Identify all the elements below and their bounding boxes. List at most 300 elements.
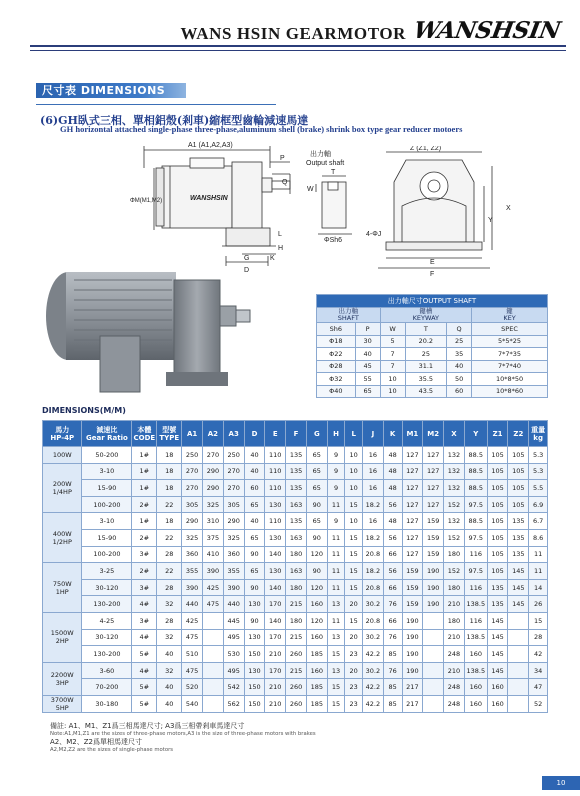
dim-y-label: Y <box>488 217 493 224</box>
dimensions-cell: 410 <box>203 546 224 563</box>
dimensions-cell: 130 <box>265 563 286 580</box>
dimensions-cell: 20 <box>345 662 363 679</box>
dimensions-cell: 360 <box>182 546 203 563</box>
dimensions-cell: 5.3 <box>529 447 548 464</box>
dimensions-cell: 97.5 <box>464 529 487 546</box>
dimensions-cell: 130 <box>244 662 265 679</box>
dimensions-cell: 105 <box>487 496 508 513</box>
dimensions-row <box>43 463 548 480</box>
dimensions-header-cell: 減速比 Gear Ratio <box>82 421 132 447</box>
dimensions-cell: 150 <box>244 679 265 696</box>
dimensions-cell: 110 <box>265 463 286 480</box>
dimensions-cell: 11 <box>327 496 345 513</box>
dimensions-cell: 248 <box>444 679 465 696</box>
dimensions-cell: 510 <box>182 646 203 663</box>
dimensions-cell: 250 <box>223 447 244 464</box>
dimensions-cell: 120 <box>306 546 327 563</box>
dimensions-cell: 140 <box>265 546 286 563</box>
dimensions-cell: 132 <box>444 463 465 480</box>
dim-k-label: K <box>270 255 275 262</box>
shaft-cell: 50 <box>447 373 472 386</box>
dimensions-cell: 127 <box>402 546 423 563</box>
dimensions-cell: 10 <box>345 463 363 480</box>
dimensions-cell: 1# <box>132 447 157 464</box>
dimensions-cell: 90 <box>306 563 327 580</box>
dimensions-cell: 180 <box>444 579 465 596</box>
shaft-cell: 25 <box>447 335 472 348</box>
shaft-cell: 7*7*35 <box>472 348 548 361</box>
dimensions-cell: 190 <box>402 646 423 663</box>
dimensions-cell: 159 <box>402 596 423 613</box>
dimensions-cell: 145 <box>487 646 508 663</box>
dimensions-cell: 3# <box>132 579 157 596</box>
dimensions-cell: 76 <box>383 596 402 613</box>
dimensions-cell: 90 <box>244 546 265 563</box>
dimensions-cell: 4# <box>132 629 157 646</box>
dimensions-cell: 130 <box>244 629 265 646</box>
dimensions-cell: 30.2 <box>363 596 384 613</box>
dimensions-cell: 65 <box>244 529 265 546</box>
dim-g-label: G <box>244 255 250 262</box>
dimensions-cell: 15-90 <box>82 480 132 497</box>
dimensions-cell: 22 <box>157 529 182 546</box>
dimensions-cell: 138.5 <box>464 629 487 646</box>
dim-w-label: W <box>307 186 314 193</box>
horsepower-cell: 3700W 5HP <box>43 695 82 712</box>
dimensions-cell: 18.2 <box>363 496 384 513</box>
dimensions-cell: 15 <box>529 612 548 629</box>
dimensions-cell: 190 <box>402 662 423 679</box>
dimensions-cell: 30.2 <box>363 662 384 679</box>
dimensions-cell <box>423 695 444 712</box>
dimensions-cell: 152 <box>444 529 465 546</box>
dimensions-cell: 15-90 <box>82 529 132 546</box>
shaft-cell: 45 <box>355 360 380 373</box>
dimensions-cell: 160 <box>487 695 508 712</box>
dimensions-cell: 13 <box>327 662 345 679</box>
dimensions-cell: 215 <box>286 596 307 613</box>
dimensions-cell: 90 <box>306 496 327 513</box>
dimensions-cell: 110 <box>265 513 286 530</box>
dimensions-cell: 85 <box>383 646 402 663</box>
dimensions-cell: 100-200 <box>82 546 132 563</box>
dimensions-cell: 56 <box>383 496 402 513</box>
dimensions-cell: 15 <box>327 646 345 663</box>
dimensions-cell: 105 <box>508 463 529 480</box>
dimensions-cell: 11 <box>327 612 345 629</box>
dimensions-cell: 310 <box>203 513 224 530</box>
shaft-cell: 35 <box>447 348 472 361</box>
dimensions-cell: 116 <box>464 546 487 563</box>
dimensions-cell: 170 <box>265 629 286 646</box>
shaft-row <box>317 385 548 398</box>
dimensions-cell: 475 <box>182 629 203 646</box>
shaft-cell: 43.5 <box>405 385 447 398</box>
dimensions-cell: 138.5 <box>464 596 487 613</box>
shaft-cell: 30 <box>355 335 380 348</box>
dimensions-cell: 250 <box>182 447 203 464</box>
shaft-row <box>317 373 548 386</box>
dimensions-cell: 50-200 <box>82 447 132 464</box>
dimensions-cell: 562 <box>223 695 244 712</box>
dimensions-cell: 85 <box>383 695 402 712</box>
dimensions-cell: 23 <box>345 695 363 712</box>
header-rule-thin <box>30 50 566 51</box>
dimensions-cell: 22 <box>157 496 182 513</box>
shaft-header: 出力軸 SHAFT <box>317 308 381 323</box>
dimensions-cell: 135 <box>286 480 307 497</box>
end-view-drawing <box>366 146 530 278</box>
dimensions-cell: 42.2 <box>363 679 384 696</box>
dimensions-cell: 4-25 <box>82 612 132 629</box>
dimensions-cell: 110 <box>265 447 286 464</box>
dimensions-cell: 42.2 <box>363 646 384 663</box>
dimensions-row <box>43 480 548 497</box>
dimensions-cell: 170 <box>265 596 286 613</box>
dimensions-cell: 88.5 <box>464 480 487 497</box>
dimensions-cell: 1# <box>132 463 157 480</box>
dimensions-row <box>43 496 548 513</box>
dimensions-cell: 210 <box>265 679 286 696</box>
dimensions-cell <box>508 679 529 696</box>
dim-z-label: Z (Z1, Z2) <box>410 146 442 152</box>
shaft-cell: Φ32 <box>317 373 356 386</box>
dimensions-cell: 390 <box>182 579 203 596</box>
dimensions-title: DIMENSIONS(M/M) <box>42 406 126 415</box>
dimensions-cell: 135 <box>508 513 529 530</box>
dimensions-cell: 190 <box>402 629 423 646</box>
dimensions-cell: 180 <box>444 546 465 563</box>
dimensions-cell: 10 <box>345 447 363 464</box>
dimensions-cell: 135 <box>487 596 508 613</box>
dimensions-cell: 15 <box>345 496 363 513</box>
dimensions-row <box>43 646 548 663</box>
dimensions-table-wrap <box>42 420 548 713</box>
dimensions-row <box>43 447 548 464</box>
dimensions-cell: 390 <box>203 563 224 580</box>
dimensions-cell: 15 <box>345 579 363 596</box>
dimensions-cell: 105 <box>487 447 508 464</box>
dimensions-cell: 190 <box>423 596 444 613</box>
dimensions-row <box>43 529 548 546</box>
output-shaft-drawing <box>304 148 366 244</box>
note-line-4: A2,M2,Z2 are the sizes of single-phase motors <box>50 747 174 753</box>
shaft-cell: 25 <box>405 348 447 361</box>
dimensions-cell: 542 <box>223 679 244 696</box>
dimensions-header-cell: D <box>244 421 265 447</box>
dimensions-cell: 260 <box>286 646 307 663</box>
dimensions-cell: 20 <box>345 629 363 646</box>
horsepower-cell: 750W 1HP <box>43 563 82 613</box>
dimensions-cell: 5# <box>132 679 157 696</box>
dimensions-cell: 145 <box>487 662 508 679</box>
dimensions-cell: 90 <box>306 529 327 546</box>
dimensions-cell <box>423 662 444 679</box>
dimensions-cell: 20.8 <box>363 579 384 596</box>
dimensions-header-cell: A1 <box>182 421 203 447</box>
dimensions-cell: 163 <box>286 496 307 513</box>
dimensions-cell: 14 <box>529 579 548 596</box>
dimensions-cell: 28 <box>157 612 182 629</box>
dimensions-cell: 270 <box>182 480 203 497</box>
shaft-cell: 20.2 <box>405 335 447 348</box>
dimensions-cell: 248 <box>444 695 465 712</box>
dimensions-cell: 127 <box>423 480 444 497</box>
dimensions-cell: 3-10 <box>82 463 132 480</box>
shaft-cell: 60 <box>447 385 472 398</box>
horsepower-cell: 400W 1/2HP <box>43 513 82 563</box>
keyway-header: 鍵槽 KEYWAY <box>380 308 471 323</box>
dimensions-cell: 65 <box>306 513 327 530</box>
dimensions-cell: 135 <box>508 546 529 563</box>
dimensions-header-cell: Z2 <box>508 421 529 447</box>
dimensions-cell: 30-180 <box>82 695 132 712</box>
dimensions-cell: 76 <box>383 629 402 646</box>
dimensions-cell: 159 <box>423 546 444 563</box>
dimensions-cell: 15 <box>345 546 363 563</box>
dimensions-header-cell: G <box>306 421 327 447</box>
dim-d-label: D <box>244 267 250 274</box>
horsepower-cell: 2200W 3HP <box>43 662 82 695</box>
dimensions-cell: 135 <box>286 447 307 464</box>
dimensions-cell: 88.5 <box>464 447 487 464</box>
dimensions-row <box>43 695 548 712</box>
dimensions-cell: 135 <box>487 579 508 596</box>
dimensions-cell: 40 <box>244 447 265 464</box>
dimensions-cell: 425 <box>182 612 203 629</box>
col-p: P <box>355 323 380 336</box>
dimensions-cell: 160 <box>464 646 487 663</box>
header-rule <box>30 45 566 47</box>
horsepower-cell: 100W <box>43 447 82 464</box>
dimensions-header-cell: A3 <box>223 421 244 447</box>
dimensions-cell: 120 <box>306 612 327 629</box>
section-label: 尺寸表 DIMENSIONS <box>36 83 186 98</box>
output-shaft-table <box>316 294 548 398</box>
dimensions-header-cell: K <box>383 421 402 447</box>
shaft-cell: 40 <box>355 348 380 361</box>
dimensions-cell: 66 <box>383 612 402 629</box>
shaft-cell: Φ22 <box>317 348 356 361</box>
dimensions-cell: 105 <box>487 546 508 563</box>
dimensions-cell: 5# <box>132 695 157 712</box>
dim-q-label: Q <box>282 179 288 186</box>
dimensions-cell: 160 <box>306 596 327 613</box>
dimensions-cell: 28 <box>529 629 548 646</box>
dimensions-cell: 540 <box>182 695 203 712</box>
dimensions-cell: 145 <box>508 563 529 580</box>
dim-sh-label: ΦSh6 <box>324 237 343 244</box>
shaft-cell: 7 <box>380 360 405 373</box>
dimensions-cell: 2# <box>132 529 157 546</box>
dimensions-cell: 97.5 <box>464 563 487 580</box>
shaft-table-title: 出力軸尺寸OUTPUT SHAFT <box>317 295 548 308</box>
dimensions-cell: 127 <box>423 463 444 480</box>
dimensions-cell: 3-60 <box>82 662 132 679</box>
dimensions-cell <box>203 612 224 629</box>
shaft-cell: 10 <box>380 385 405 398</box>
shaft-cell: 5*5*25 <box>472 335 548 348</box>
dimensions-row <box>43 579 548 596</box>
dimensions-cell: 40 <box>157 679 182 696</box>
dimensions-cell: 215 <box>286 662 307 679</box>
shaft-cell: 7 <box>380 348 405 361</box>
dimensions-cell: 28 <box>157 579 182 596</box>
dimensions-header-cell: F <box>286 421 307 447</box>
dimensions-cell: 360 <box>223 546 244 563</box>
dimensions-cell: 30-120 <box>82 629 132 646</box>
shaft-row <box>317 348 548 361</box>
dimensions-cell: 270 <box>223 463 244 480</box>
dimensions-cell: 18 <box>157 513 182 530</box>
dimensions-cell: 140 <box>265 579 286 596</box>
dimensions-cell: 130 <box>244 596 265 613</box>
key-header: 鍵 KEY <box>472 308 548 323</box>
dimensions-header-cell: M2 <box>423 421 444 447</box>
dimensions-cell: 190 <box>423 579 444 596</box>
dimensions-cell: 6.7 <box>529 513 548 530</box>
dimensions-cell <box>203 679 224 696</box>
dimensions-cell: 130-200 <box>82 646 132 663</box>
dimensions-cell: 11 <box>327 529 345 546</box>
col-t: T <box>405 323 447 336</box>
dimensions-cell: 11 <box>529 563 548 580</box>
dimensions-cell: 11 <box>327 579 345 596</box>
dimensions-cell: 5.5 <box>529 480 548 497</box>
dimensions-header-cell: J <box>363 421 384 447</box>
shaft-cell: 10 <box>380 373 405 386</box>
shaft-row <box>317 335 548 348</box>
dimensions-cell: 88.5 <box>464 513 487 530</box>
product-title-cn: (6)GH臥式三相、單相鋁殼(剎車)縮框型齒輪減速馬達 <box>40 114 309 127</box>
dimensions-cell <box>423 679 444 696</box>
dimensions-cell: 3# <box>132 612 157 629</box>
dimensions-header-cell: Z1 <box>487 421 508 447</box>
dimensions-cell: 180 <box>444 612 465 629</box>
dimensions-cell: 150 <box>244 695 265 712</box>
dimensions-cell: 30-120 <box>82 579 132 596</box>
shaft-row <box>317 360 548 373</box>
dimensions-cell: 217 <box>402 679 423 696</box>
dimensions-cell: 355 <box>223 563 244 580</box>
dimensions-cell: 160 <box>464 695 487 712</box>
dimensions-header-cell: 型號 TYPE <box>157 421 182 447</box>
dimensions-cell: 190 <box>402 612 423 629</box>
dimensions-cell: 3# <box>132 546 157 563</box>
shaft-cell: Φ28 <box>317 360 356 373</box>
dimensions-cell: 20.8 <box>363 612 384 629</box>
dimensions-cell: 127 <box>423 496 444 513</box>
shaft-cn-label: 出力軸 <box>310 151 331 158</box>
dimensions-cell: 248 <box>444 646 465 663</box>
dimensions-row <box>43 513 548 530</box>
dimensions-header-cell: 重量 kg <box>529 421 548 447</box>
dimensions-cell: 445 <box>223 612 244 629</box>
dimensions-cell: 1# <box>132 480 157 497</box>
dimensions-cell: 127 <box>402 447 423 464</box>
dimensions-cell: 305 <box>182 496 203 513</box>
dimensions-cell: 145 <box>487 629 508 646</box>
dimensions-cell: 132 <box>444 513 465 530</box>
dimensions-cell: 159 <box>402 579 423 596</box>
dimensions-cell: 105 <box>487 529 508 546</box>
dimensions-cell: 160 <box>306 662 327 679</box>
dimensions-cell: 110 <box>265 480 286 497</box>
dimensions-header-cell: X <box>444 421 465 447</box>
dimensions-cell: 185 <box>306 695 327 712</box>
dimensions-cell: 28 <box>157 546 182 563</box>
product-title-en: GH horizontal attached single-phase three-phase,aluminum shell (brake) shrink box type gear reducer motoers <box>60 124 463 134</box>
shaft-en-label: Output shaft <box>306 160 345 167</box>
dimensions-cell: 260 <box>286 679 307 696</box>
dimensions-cell: 88.5 <box>464 463 487 480</box>
dimensions-cell: 127 <box>402 480 423 497</box>
dimensions-cell: 270 <box>223 480 244 497</box>
dimensions-cell: 270 <box>182 463 203 480</box>
dimensions-cell: 42.2 <box>363 695 384 712</box>
dimensions-cell: 105 <box>487 563 508 580</box>
dimensions-cell: 163 <box>286 529 307 546</box>
dimensions-cell: 530 <box>223 646 244 663</box>
shaft-cell: 35.5 <box>405 373 447 386</box>
dimensions-cell: 40 <box>244 463 265 480</box>
dimensions-row <box>43 612 548 629</box>
dimensions-cell: 16 <box>363 513 384 530</box>
gearmotor-photo <box>34 250 254 400</box>
dimensions-cell: 13 <box>327 629 345 646</box>
col-w: W <box>380 323 405 336</box>
dimensions-cell: 6.9 <box>529 496 548 513</box>
dimensions-cell: 145 <box>487 612 508 629</box>
dimensions-header-cell: A2 <box>203 421 224 447</box>
dimensions-cell: 90 <box>244 612 265 629</box>
dimensions-cell: 135 <box>508 529 529 546</box>
dimensions-cell: 32 <box>157 629 182 646</box>
dimensions-cell: 20.8 <box>363 546 384 563</box>
dimensions-cell: 152 <box>444 563 465 580</box>
dim-t-label: T <box>331 169 336 176</box>
shaft-table <box>316 294 548 398</box>
dimensions-cell: 160 <box>464 679 487 696</box>
dimensions-cell: 15 <box>327 679 345 696</box>
dimensions-cell: 40 <box>244 513 265 530</box>
note-line-3: A2、M2、Z2爲單相馬達尺寸 <box>50 738 142 746</box>
dimensions-cell <box>423 629 444 646</box>
dimensions-cell: 65 <box>306 480 327 497</box>
shaft-cell: 31.1 <box>405 360 447 373</box>
dimensions-cell: 5.3 <box>529 463 548 480</box>
dimensions-cell: 65 <box>244 496 265 513</box>
dimensions-cell: 270 <box>203 447 224 464</box>
dimensions-cell: 180 <box>286 579 307 596</box>
dimensions-cell: 185 <box>306 679 327 696</box>
dimensions-cell: 140 <box>265 612 286 629</box>
dimensions-cell: 4# <box>132 596 157 613</box>
dimensions-cell: 495 <box>223 629 244 646</box>
header-brand <box>180 14 563 44</box>
dimensions-cell: 8.6 <box>529 529 548 546</box>
dimensions-cell: 159 <box>423 513 444 530</box>
dimensions-cell: 9 <box>327 463 345 480</box>
dimensions-cell: 16 <box>363 463 384 480</box>
dimensions-row <box>43 679 548 696</box>
dimensions-cell <box>423 646 444 663</box>
dimensions-cell: 190 <box>423 563 444 580</box>
dimensions-cell: 135 <box>286 513 307 530</box>
dimensions-cell: 305 <box>223 496 244 513</box>
shaft-cell: 10*8*50 <box>472 373 548 386</box>
shaft-cell: 65 <box>355 385 380 398</box>
